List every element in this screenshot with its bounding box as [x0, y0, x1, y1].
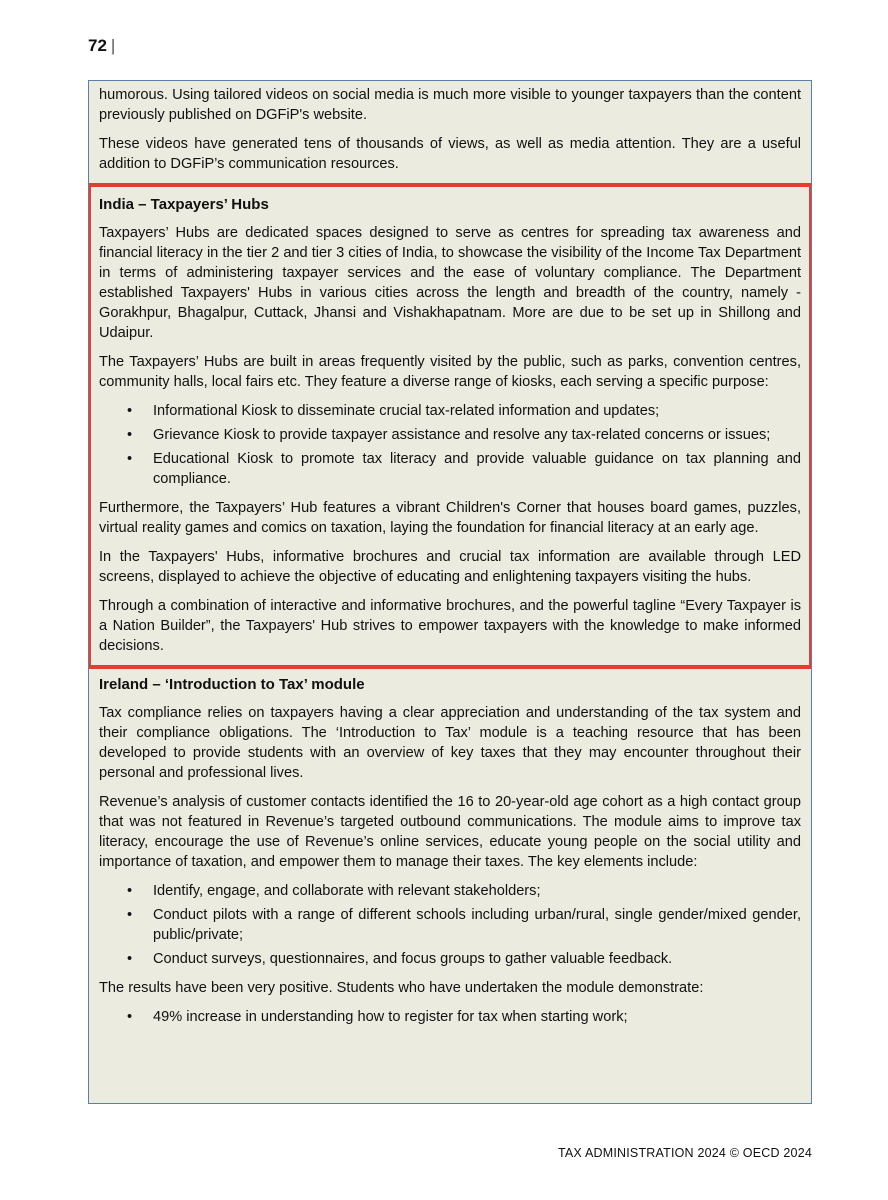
header-separator: | [110, 36, 116, 55]
bullet-icon: • [127, 907, 133, 923]
bullet-icon: • [127, 951, 133, 967]
case-study-box [88, 80, 812, 1104]
india-paragraph-1: Taxpayers’ Hubs are dedicated spaces designed to serve as centres for spreading tax awareness and financial literacy in the tier 2 and tier 3 cities of India, to showcase the visibility of the Income Tax Department in terms of administering taxpayer services and the ease of voluntary compliance. The Department established Taxpayers' Hubs in various cities across the length and breadth of the country, namely - Gorakhpur, Bhagalpur, Cuttack, Jhansi and Vishakhapatnam. More are due to be set up in Shillong and Udaipur. [99, 225, 801, 341]
list-item [99, 1007, 801, 1027]
intro-paragraph-1: humorous. Using tailored videos on social media is much more visible to younger taxpayers than the content previously published on DGFiP's website. [99, 87, 801, 123]
list-item-text: Conduct pilots with a range of different schools including urban/rural, single gender/mixed gender, public/private; [153, 907, 801, 943]
bullet-icon: • [127, 403, 133, 419]
intro-paragraph-2: These videos have generated tens of thousands of views, as well as media attention. They are a useful addition to DGFiP’s communication resources. [99, 136, 801, 172]
ireland-results-list [99, 1007, 801, 1027]
india-paragraph-3: Furthermore, the Taxpayers’ Hub features a vibrant Children's Corner that houses board games, puzzles, virtual reality games and comics on taxation, laying the foundation for financial literacy at an early age. [99, 500, 801, 536]
ireland-section-title: Ireland – ‘Introduction to Tax’ module [99, 676, 365, 693]
bullet-icon: • [127, 451, 133, 467]
list-item-text: Educational Kiosk to promote tax literacy and provide valuable guidance on tax planning and compliance. [153, 451, 801, 487]
list-item-text: Informational Kiosk to disseminate crucial tax-related information and updates; [153, 403, 660, 419]
page-footer: TAX ADMINISTRATION 2024 © OECD 2024 [557, 1146, 812, 1160]
ireland-paragraph-2: Revenue’s analysis of customer contacts identified the 16 to 20-year-old age cohort as a high contact group that was not featured in Revenue’s targeted outbound communications. The module aims to improve tax literacy, encourage the use of Revenue’s online services, educate young people on the social utility and importance of taxation, and empower them to manage their taxes. The key elements include: [99, 794, 801, 870]
list-item-text: Conduct surveys, questionnaires, and focus groups to gather valuable feedback. [153, 951, 673, 967]
page-number: 72 [88, 36, 107, 55]
list-item-text: Identify, engage, and collaborate with relevant stakeholders; [153, 883, 541, 899]
india-highlight-frame [88, 183, 812, 669]
india-paragraph-4: In the Taxpayers' Hubs, informative brochures and crucial tax information are available through LED screens, displayed to achieve the objective of educating and enlightening taxpayers visiting the hubs. [99, 549, 801, 585]
bullet-icon: • [127, 1009, 133, 1025]
list-item-text: 49% increase in understanding how to register for tax when starting work; [153, 1009, 628, 1025]
ireland-paragraph-1: Tax compliance relies on taxpayers having a clear appreciation and understanding of the tax system and their compliance obligations. The ‘Introduction to Tax’ module is a teaching resource that has been developed to provide students with an overview of key taxes that they may encounter throughout their personal and professional lives. [99, 705, 801, 781]
bullet-icon: • [127, 883, 133, 899]
ireland-paragraph-3: The results have been very positive. Students who have undertaken the module demonstrate: [99, 980, 704, 996]
list-item [99, 401, 801, 421]
list-item [99, 905, 801, 945]
india-paragraph-2: The Taxpayers’ Hubs are built in areas frequently visited by the public, such as parks, convention centres, community halls, local fairs etc. They feature a diverse range of kiosks, each serving a specific purpose: [99, 354, 801, 390]
india-paragraph-5: Through a combination of interactive and informative brochures, and the powerful tagline “Every Taxpayer is a Nation Builder”, the Taxpayers' Hub strives to empower taxpayers with the knowledge to make informed decisions. [99, 598, 801, 654]
india-section-title: India – Taxpayers’ Hubs [99, 196, 269, 213]
india-kiosk-list [99, 401, 801, 489]
bullet-icon: • [127, 427, 133, 443]
list-item [99, 881, 801, 901]
list-item [99, 449, 801, 489]
list-item [99, 425, 801, 445]
page-header [88, 36, 115, 56]
ireland-key-elements-list [99, 881, 801, 969]
list-item-text: Grievance Kiosk to provide taxpayer assistance and resolve any tax-related concerns or issues; [153, 427, 771, 443]
list-item [99, 949, 801, 969]
